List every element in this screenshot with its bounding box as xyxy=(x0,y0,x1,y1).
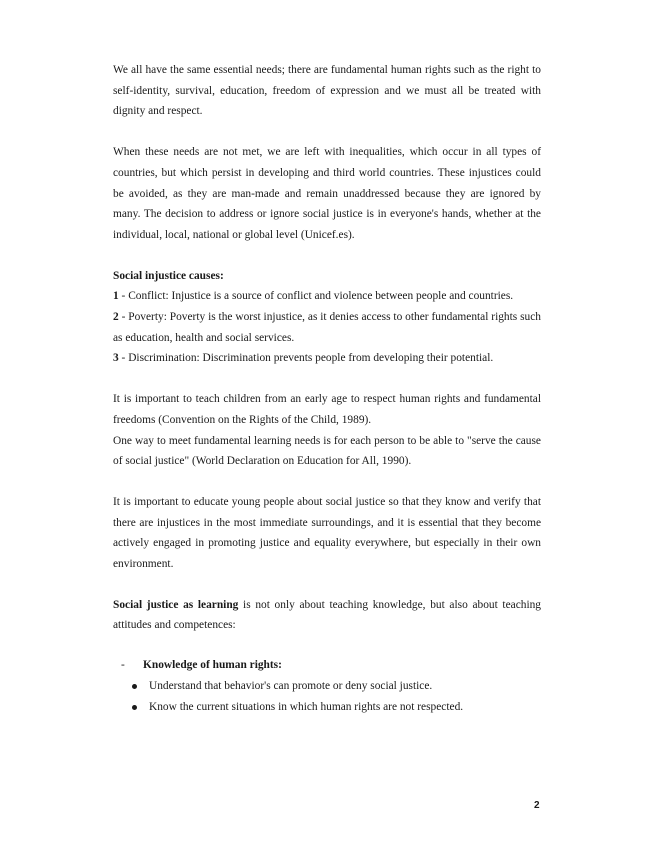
document-body xyxy=(113,60,541,718)
subheading-text: Knowledge of human rights: xyxy=(143,659,282,672)
bullet-text: Understand that behavior's can promote or deny social justice. xyxy=(149,679,433,692)
list-item xyxy=(113,697,541,718)
cause-text: - Poverty: Poverty is the worst injustice, as it denies access to other fundamental rights such as education, health and social services. xyxy=(113,311,541,344)
paragraph-social-justice-learning xyxy=(113,595,541,636)
paragraph-teach-children: It is important to teach children from an early age to respect human rights and fundamental freedoms (Convention on the Rights of the Child, 1989). xyxy=(113,393,541,426)
knowledge-subheading xyxy=(113,655,541,676)
inline-rest-text: is not only about teaching knowledge, but also about teaching attitudes and competences: xyxy=(113,598,541,632)
cause-item xyxy=(113,286,541,307)
cause-text: - Discrimination: Discrimination prevents people from developing their potential. xyxy=(118,352,494,365)
list-item xyxy=(113,676,541,697)
bullet-text: Know the current situations in which human rights are not respected. xyxy=(149,700,464,713)
bullet-icon xyxy=(132,684,137,689)
page-number: 2 xyxy=(534,800,540,811)
cause-text: - Conflict: Injustice is a source of conflict and violence between people and countries. xyxy=(118,290,514,303)
inline-bold-term: Social justice as learning xyxy=(113,598,239,611)
paragraph-inequalities: When these needs are not met, we are left with inequalities, which occur in all types of countries, but which persist in developing and third world countries. These injustices could be avoided, as they are man-made and remain unaddressed because they are ignored by many. The decision to address or ignore social justice is in everyone's hands, whether at the individual, local, national or global level (Unicef.es). xyxy=(113,146,541,241)
cause-number: 1 xyxy=(113,290,119,303)
paragraph-educate-young: It is important to educate young people about social justice so that they know and verify that there are injustices in the most immediate surroundings, and it is essential that they become actively engaged in promoting justice and equality everywhere, but especially in their own environment. xyxy=(113,495,541,571)
dash-marker: - xyxy=(121,659,125,672)
cause-number: 2 xyxy=(113,311,119,324)
cause-item xyxy=(113,348,541,369)
paragraph-essential-needs: We all have the same essential needs; there are fundamental human rights such as the right to self-identity, survival, education, freedom of expression and we must all be treated with dignity and respect. xyxy=(113,64,541,118)
bullet-icon xyxy=(132,705,137,710)
paragraph-learning-needs: One way to meet fundamental learning needs is for each person to be able to "serve the cause of social justice" (World Declaration on Education for All, 1990). xyxy=(113,434,541,468)
cause-item xyxy=(113,307,541,348)
causes-heading: Social injustice causes: xyxy=(113,269,224,282)
cause-number: 3 xyxy=(113,352,119,365)
bullet-list xyxy=(113,676,541,718)
